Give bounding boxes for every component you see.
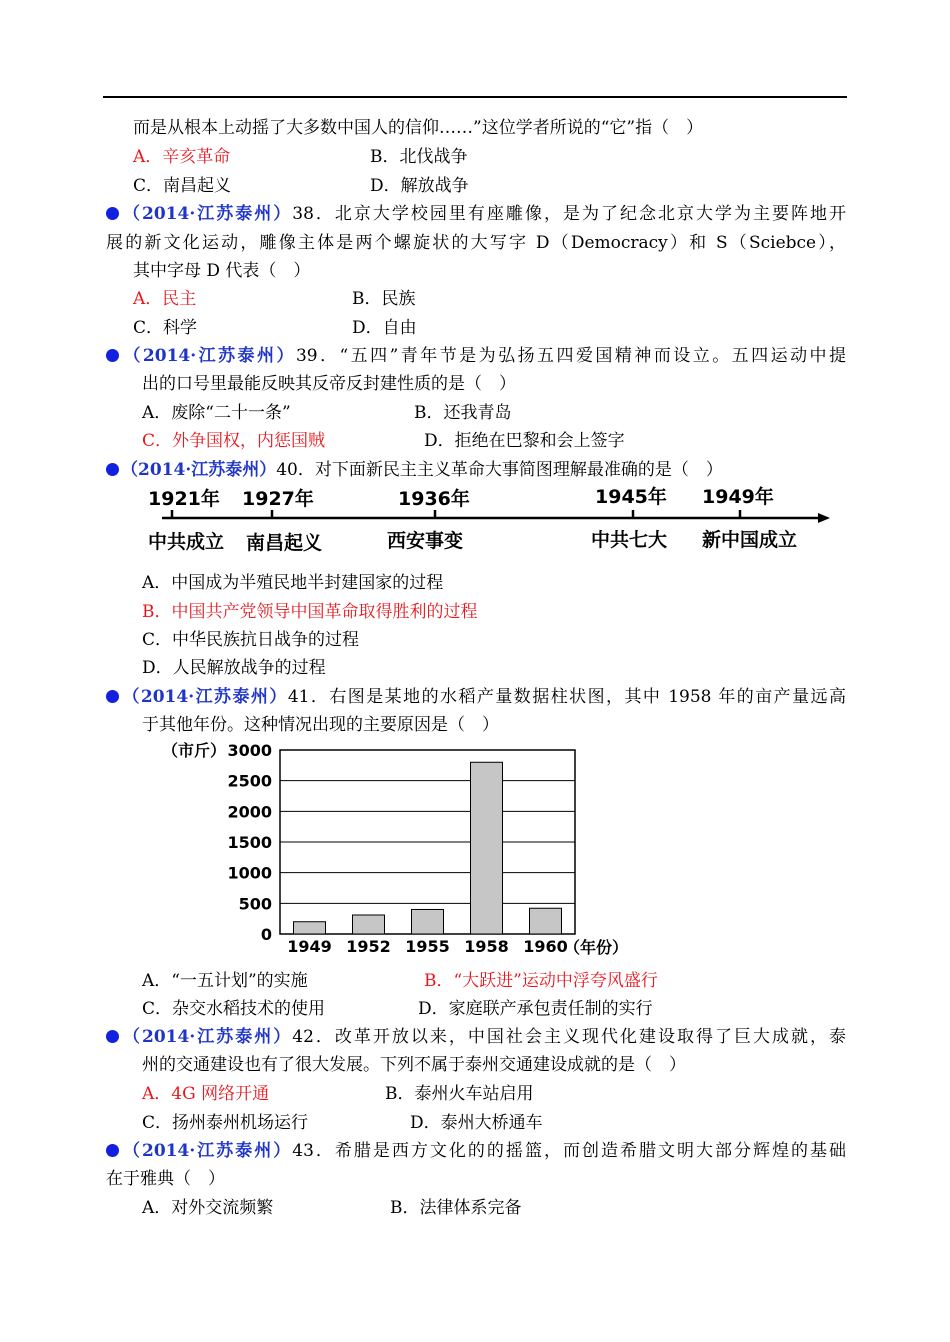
q38-option-a: A．民主: [133, 289, 197, 309]
q43-source: （2014·江苏泰州）: [121, 1141, 293, 1161]
timeline-arrow-icon: [818, 513, 830, 523]
bullet-icon: [106, 463, 119, 476]
q43-stem-line2: 在于雅典（ ）: [106, 1169, 225, 1189]
q41-option-c: C．杂交水稻技术的使用: [142, 999, 326, 1019]
bullet-icon: [106, 207, 119, 220]
chart-bar: [530, 908, 562, 934]
chart-x-tick: 1949: [287, 937, 332, 956]
q39-stem-line1: （2014·江苏泰州）39．“五四”青年节是为弘扬五四爱国精神而设立。五四运动中提: [106, 345, 846, 367]
bullet-icon: [106, 1030, 119, 1043]
timeline-event: 西安事变: [387, 530, 464, 552]
bullet-icon: [106, 690, 119, 703]
timeline-event: 中共成立: [148, 531, 225, 553]
chart-x-tick: 1958: [464, 937, 509, 956]
q37-option-c: C．南昌起义: [133, 176, 232, 196]
q40-timeline: [140, 480, 840, 560]
timeline-event: 中共七大: [591, 529, 668, 551]
q38-stem-line3: 其中字母 D 代表（ ）: [133, 261, 311, 281]
q37-option-b: B．北伐战争: [370, 147, 468, 167]
q41-stem-line2: 于其他年份。这种情况出现的主要原因是（ ）: [142, 715, 499, 735]
q39-option-c: C．外争国权，内惩国贼: [142, 431, 326, 451]
q40-option-a: A．中国成为半殖民地半封建国家的过程: [142, 573, 444, 593]
q42-stem-line2: 州的交通建设也有了很大发展。下列不属于泰州交通建设成就的是（ ）: [142, 1055, 686, 1075]
q39-source: （2014·江苏泰州）: [121, 346, 296, 366]
q40-option-c: C．中华民族抗日战争的过程: [142, 630, 360, 650]
timeline-year: 1927年: [242, 488, 314, 510]
q38-stem-line1: （2014·江苏泰州）38．北京大学校园里有座雕像，是为了纪念北京大学为主要阵地开: [106, 203, 846, 225]
q38-option-b: B．民族: [352, 289, 416, 309]
q38-option-d: D．自由: [352, 318, 417, 338]
chart-y-tick: 2500: [227, 771, 272, 791]
timeline-year: 1949年: [702, 486, 774, 508]
q40-option-d: D．人民解放战争的过程: [142, 658, 326, 678]
bullet-icon: [106, 349, 119, 362]
q37-option-d: D．解放战争: [370, 176, 469, 196]
timeline-year: 1921年: [148, 488, 220, 510]
q41-bar-chart: [160, 738, 630, 963]
chart-xlabel: （年份）: [564, 938, 629, 957]
q42-option-c: C．扬州泰州机场运行: [142, 1113, 309, 1133]
chart-y-tick: 500: [238, 894, 272, 914]
q39-option-b: B．还我青岛: [414, 403, 512, 423]
q38-stem-line2: 展的新文化运动，雕像主体是两个螺旋状的大写字 D（Democracy）和 S（Sciebce），: [106, 233, 846, 253]
q41-option-a: A．“一五计划”的实施: [142, 971, 308, 991]
chart-ylabel: （市斤）: [162, 741, 227, 760]
bullet-icon: [106, 1144, 119, 1157]
q37-option-a: A．辛亥革命: [133, 147, 231, 167]
chart-y-tick: 0: [260, 925, 272, 944]
q39-option-d: D．拒绝在巴黎和会上签字: [424, 431, 625, 451]
timeline-year: 1936年: [398, 488, 470, 510]
chart-bar: [294, 922, 326, 934]
q39-stem-line2: 出的口号里最能反映其反帝反封建性质的是（ ）: [142, 374, 516, 394]
q40-stem-line1: （2014·江苏泰州）40．对下面新民主主义革命大事简图理解最准确的是（ ）: [106, 459, 723, 481]
chart-bar: [471, 762, 503, 934]
q42-source: （2014·江苏泰州）: [121, 1027, 293, 1047]
chart-bar: [412, 909, 444, 934]
q37-stem-tail: 而是从根本上动摇了大多数中国人的信仰……”这位学者所说的“它”指（ ）: [133, 118, 704, 138]
timeline-event: 新中国成立: [702, 529, 798, 551]
q43-option-b: B．法律体系完备: [390, 1198, 522, 1218]
timeline-event: 南昌起义: [246, 532, 323, 554]
q40-source: （2014·江苏泰州）: [121, 460, 277, 480]
q41-stem-line1: （2014·江苏泰州）41．右图是某地的水稻产量数据柱状图，其中 1958 年的亩产量远高: [106, 686, 846, 708]
chart-y-tick: 3000: [227, 741, 272, 760]
q42-option-d: D．泰州大桥通车: [410, 1113, 543, 1133]
q41-option-d: D．家庭联产承包责任制的实行: [418, 999, 653, 1019]
q43-stem-line1: （2014·江苏泰州）43．希腊是西方文化的的摇篮，而创造希腊文明大部分辉煌的基础: [106, 1140, 846, 1162]
chart-y-tick: 2000: [227, 802, 272, 822]
q38-option-c: C．科学: [133, 318, 198, 338]
q43-option-a: A．对外交流频繁: [142, 1198, 274, 1218]
q39-option-a: A．废除“二十一条”: [142, 403, 291, 423]
chart-bar: [353, 915, 385, 934]
q41-option-b: B．“大跃进”运动中浮夸风盛行: [424, 971, 658, 991]
q42-option-a: A．4G 网络开通: [142, 1084, 270, 1104]
timeline-year: 1945年: [595, 486, 667, 508]
header-rule: [103, 96, 847, 98]
q38-source: （2014·江苏泰州）: [121, 204, 293, 224]
q42-stem-line1: （2014·江苏泰州）42．改革开放以来，中国社会主义现代化建设取得了巨大成就，泰: [106, 1026, 846, 1048]
chart-x-tick: 1955: [405, 937, 450, 956]
chart-y-tick: 1500: [227, 833, 272, 852]
chart-x-tick: 1960: [523, 937, 568, 956]
q42-option-b: B．泰州火车站启用: [385, 1084, 534, 1104]
q40-option-b: B．中国共产党领导中国革命取得胜利的过程: [142, 602, 478, 622]
chart-y-tick: 1000: [227, 863, 272, 883]
chart-x-tick: 1952: [346, 937, 391, 956]
q41-source: （2014·江苏泰州）: [121, 687, 288, 707]
